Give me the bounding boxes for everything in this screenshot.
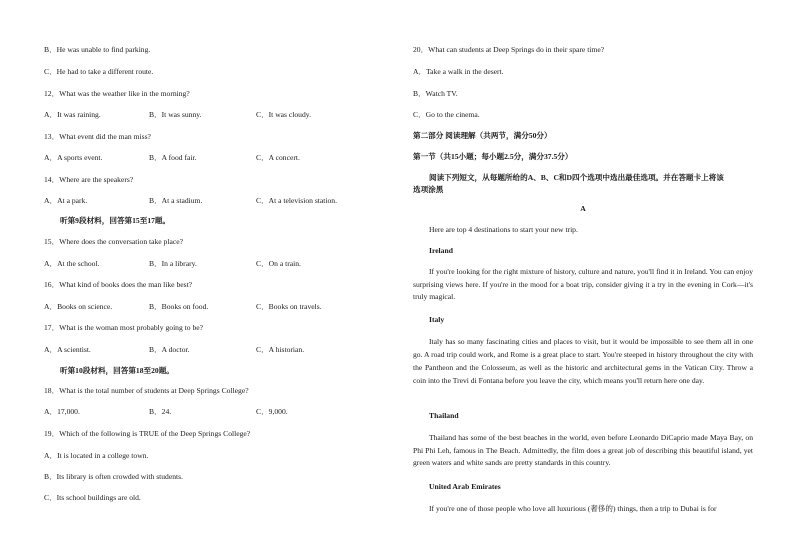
question-12: 12．What was the weather like in the morning? [44, 89, 190, 98]
question-17: 17．What is the woman most probably going to be? [44, 323, 204, 332]
question-14: 14．Where are the speakers? [44, 175, 134, 184]
q16-option-c: C．Books on travels. [256, 302, 322, 311]
question-18: 18．What is the total number of students at Deep Springs College? [44, 386, 249, 395]
q13-option-c: C．A concert. [256, 153, 300, 162]
q12-option-c: C．It was cloudy. [256, 110, 311, 119]
paragraph-italy: Italy has so many fascinating cities and places to visit, but it would be impossible to see them all in one go. A road trip could work, and Rome is a great place to start. You're steeped in history throughout the city with the Pantheon and the Colosseum, as well as the historic and architectural gems in the Vatican City. Throw a coin into the Trevi di Fontana before you leave the city, which means you'll return here one day. [413, 337, 753, 385]
reading-instruction-line1: 阅读下列短文，从每题所给的A、B、C和D四个选项中选出最佳选项。并在答题卡上将该 [429, 173, 724, 182]
heading-uae: United Arab Emirates [429, 482, 501, 491]
heading-italy: Italy [429, 315, 445, 324]
question-20: 20．What can students at Deep Springs do in their spare time? [413, 45, 605, 54]
q17-option-a: A．A scientist. [44, 345, 91, 354]
part-two-heading: 第二部分 阅读理解（共两节，满分50分） [413, 131, 552, 140]
q18-option-c: C．9,000. [256, 407, 288, 416]
q20-option-b: B．Watch TV. [413, 89, 458, 98]
q17-option-c: C．A historian. [256, 345, 305, 354]
q20-option-c: C．Go to the cinema. [413, 110, 480, 119]
q19-option-b: B．Its library is often crowded with students. [44, 472, 183, 481]
q18-option-a: A．17,000. [44, 407, 80, 416]
q20-option-a: A．Take a walk in the desert. [413, 67, 504, 76]
q12-option-b: B．It was sunny. [149, 110, 202, 119]
q19-option-c: C．Its school buildings are old. [44, 493, 141, 502]
q15-option-c: C．On a train. [256, 259, 301, 268]
q14-option-b: B．At a stadium. [149, 196, 203, 205]
q19-option-a: A．It is located in a college town. [44, 451, 149, 460]
q16-option-a: A．Books on science. [44, 302, 113, 311]
q11-option-c: C．He had to take a different route. [44, 67, 154, 76]
q13-option-b: B．A food fair. [149, 153, 197, 162]
instruction-9: 听第9段材料，回答第15至17题。 [60, 216, 171, 225]
q15-option-a: A．At the school. [44, 259, 100, 268]
q15-option-b: B．In a library. [149, 259, 197, 268]
q16-option-b: B．Books on food. [149, 302, 209, 311]
reading-instruction-line2: 选项涂黑 [413, 185, 444, 194]
question-16: 16．What kind of books does the man like best? [44, 280, 193, 289]
passage-letter: A [580, 204, 586, 213]
question-13: 13．What event did the man miss? [44, 132, 151, 141]
paragraph-thailand: Thailand has some of the best beaches in the world, even before Leonardo DiCaprio made Maya Bay, on Phi Phi Leh, famous in The Beach. Admittedly, the film does a great job of describing this beautiful island, yet green waters and white sands are pretty standards in this country. [413, 433, 753, 467]
question-15: 15．Where does the conversation take place? [44, 237, 183, 246]
paragraph-uae: If you're one of those people who love all luxurious (奢侈的) things, then a trip to Dubai is for [429, 504, 717, 513]
heading-thailand: Thailand [429, 411, 459, 420]
q14-option-a: A．At a park. [44, 196, 88, 205]
paragraph-ireland: If you're looking for the right mixture of history, culture and nature, you'll find it in Ireland. You can enjoy surprising views here. If you're in the mood for a boat trip, consider giving it a try in the evening in Cork—it's truly magical. [413, 267, 753, 301]
section-one-heading: 第一节（共15小题；每小题2.5分，满分37.5分） [413, 152, 573, 161]
q12-option-a: A．It was raining. [44, 110, 101, 119]
q14-option-c: C．At a television station. [256, 196, 337, 205]
q17-option-b: B．A doctor. [149, 345, 190, 354]
instruction-10: 听第10段材料，回答第18至20题。 [60, 366, 174, 375]
passage-intro: Here are top 4 destinations to start your new trip. [429, 225, 578, 234]
q13-option-a: A．A sports event. [44, 153, 103, 162]
heading-ireland: Ireland [429, 246, 453, 255]
q18-option-b: B．24. [149, 407, 172, 416]
q11-option-b: B．He was unable to find parking. [44, 45, 151, 54]
question-19: 19．Which of the following is TRUE of the Deep Springs College? [44, 429, 251, 438]
